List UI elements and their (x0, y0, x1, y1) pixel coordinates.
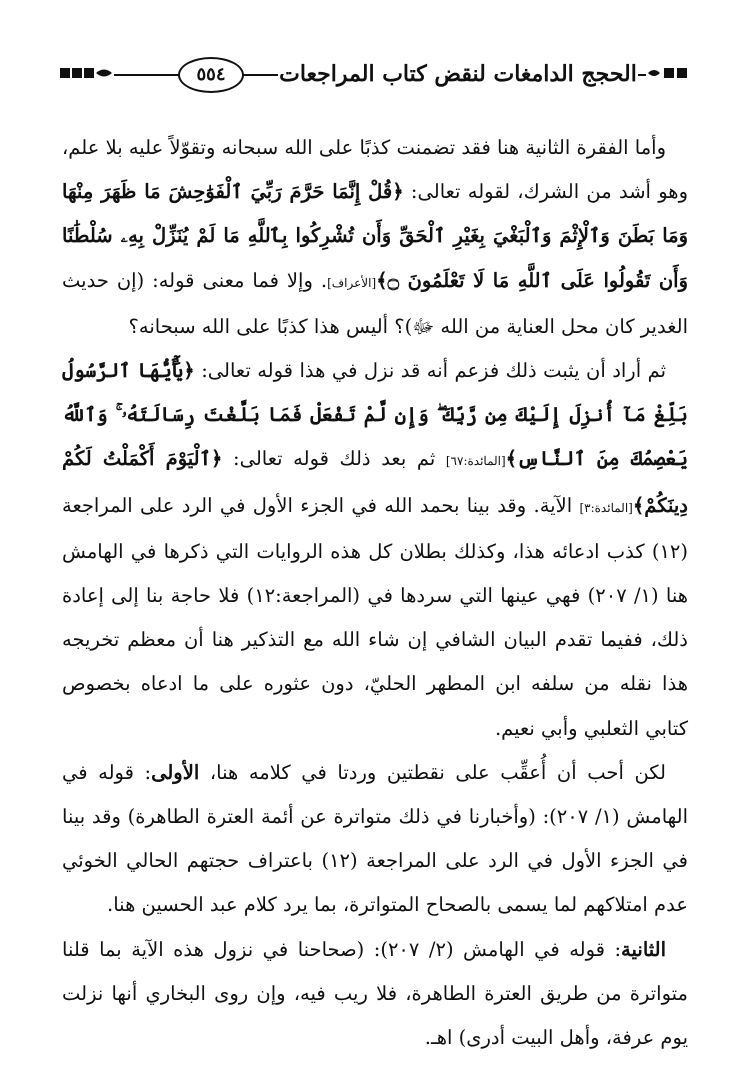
quran-verse: ﴿يَٰٓأَيُّهَا ٱلرَّسُولُ بَلِّغْ مَآ أُنزِلَ إِلَيْكَ مِن رَّبِّكَ ۖ وَإِن لَّمْ تَفْعَلْ فَمَا بَلَّغْتَ رِسَالَتَهُۥ ۚ وَٱللَّهُ يَعْصِمُكَ مِنَ ٱلنَّاسِ﴾ (62, 359, 688, 471)
page-title: الحجج الدامغات لنقض كتاب المراجعات (279, 61, 637, 87)
point-label: الأولى (151, 760, 200, 784)
verse-ref: [المائدة:٣] (579, 500, 633, 515)
page-header (58, 52, 690, 100)
page-body (62, 126, 688, 1050)
text: وأما الفقرة الثانية هنا فقد تضمنت كذبًا على الله سبحانه وتقوّلاً عليه بلا علم، وهو أشد من الشرك، لقوله تعالى: (62, 136, 688, 204)
ornament-left-icon (58, 65, 114, 81)
text: : قوله في الهامش (١/ ٢٠٧): (وأخبارنا في ذلك متواترة عن أئمة العترة الطاهرة) وقد بينا في الجزء الأول في الرد على المراجعة (١٢) باعتراف حجتهم الحالي الخوئي عدم امتلاكهم لما يسمى بالصحاح المتواترة، بما يرد كلام عبد الحسين هنا. (62, 760, 688, 917)
paragraph-4 (62, 928, 688, 1061)
quran-verse: ﴿قُلْ إِنَّمَا حَرَّمَ رَبِّيَ ٱلْفَوَٰحِشَ مَا ظَهَرَ مِنْهَا وَمَا بَطَنَ وَٱلْإِثْمَ وَٱلْبَغْيَ بِغَيْرِ ٱلْحَقِّ وَأَن تُشْرِكُوا بِٱللَّهِ مَا لَمْ يُنَزِّلْ بِهِۦ سُلْطَٰنًا وَأَن تَقُولُوا عَلَى ٱللَّهِ مَا لَا تَعْلَمُونَ ۝﴾ (62, 180, 688, 292)
paragraph-3 (62, 751, 688, 928)
paragraph-1 (62, 126, 688, 349)
text: : قوله في الهامش (٢/ ٢٠٧): (صحاحنا في نزول هذه الآية بما قلنا متواترة من طريق العترة الطاهرة، فلا ريب فيه، وإن روى البخاري أنها نزلت يوم عرفة، وأهل البيت أدرى) اهـ. (62, 937, 688, 1050)
paragraph-2 (62, 349, 688, 751)
text: الآية. وقد بينا بحمد الله في الجزء الأول في الرد على المراجعة (١٢) كذب ادعائه هذا، وكذلك بطلان كل هذه الروايات التي ذكرها في الهامش هنا (١/ ٢٠٧) فهي عينها التي سردها في (المراجعة:١٢) فلا حاجة بنا إلى إعادة ذلك، ففيما تقدم البيان الشافي إن شاء الله مع التذكير هنا أن معظم تخريجه هذا نقله من سلفه ابن المطهر الحليّ، دون عثوره على ما ادعاه بخصوص كتابي الثعلبي وأبي نعيم. (62, 493, 688, 740)
text: ثم أراد أن يثبت ذلك فزعم أنه قد نزل في هذا قوله تعالى: (194, 359, 666, 383)
verse-ref: [المائدة:٦٧] (445, 454, 506, 469)
quran-verse: ﴿ٱلْيَوْمَ أَكْمَلْتُ لَكُمْ دِينَكُمْ﴾ (62, 447, 688, 517)
page-number: ٥٥٤ (178, 57, 244, 93)
text: لكن أحب أن أُعقِّب على نقطتين وردتا في كلامه هنا، (199, 760, 666, 784)
verse-ref: [الأعراف] (327, 275, 377, 290)
point-label: الثانية (621, 937, 666, 961)
ornament-right-icon (646, 65, 690, 81)
text: ثم بعد ذلك قوله تعالى: (222, 447, 446, 471)
text: . وإلا فما معنى قوله: (إن حديث الغدير كان محل العناية من الله ﷻ)؟ أليس هذا كذبًا على الله سبحانه؟ (62, 268, 688, 338)
